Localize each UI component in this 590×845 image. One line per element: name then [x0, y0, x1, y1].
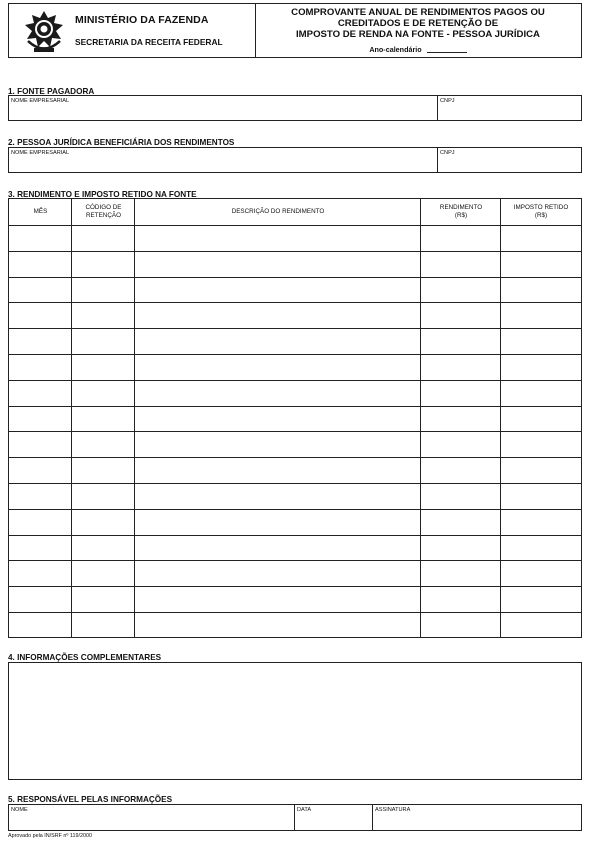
col-header-rendimento-line: RENDIMENTO [439, 204, 483, 211]
payer-cnpj-field[interactable] [438, 96, 581, 120]
section-5-box [8, 804, 582, 831]
section-4-title: 4. INFORMAÇÕES COMPLEMENTARES [8, 653, 162, 662]
beneficiary-name-label: NOME EMPRESARIAL [11, 150, 70, 156]
col-header-descricao [135, 199, 421, 225]
payer-name-field[interactable] [9, 96, 437, 120]
table-row-divider [9, 612, 581, 613]
table-row-divider [9, 457, 581, 458]
form-header [8, 3, 582, 58]
col-header-mes [9, 199, 72, 225]
signature-field[interactable] [373, 805, 581, 830]
col-header-codigo-line: RETENÇÃO [85, 212, 121, 219]
table-row-divider [9, 586, 581, 587]
table-row-divider [9, 560, 581, 561]
responsible-name-field[interactable] [9, 805, 294, 830]
table-row-divider [9, 431, 581, 432]
table-row-divider [9, 354, 581, 355]
income-table [8, 198, 582, 638]
table-row-divider [9, 380, 581, 381]
payer-name-label: NOME EMPRESARIAL [11, 98, 70, 104]
section-1-box [8, 95, 582, 121]
table-row-divider [9, 535, 581, 536]
table-row-divider [9, 483, 581, 484]
document-title-line: IMPOSTO DE RENDA NA FONTE - PESSOA JURÍDICA [296, 29, 540, 40]
calendar-year-field[interactable] [427, 52, 467, 53]
table-row-divider [9, 277, 581, 278]
coat-of-arms-emblem-icon [23, 10, 65, 54]
section-3-title: 3. RENDIMENTO E IMPOSTO RETIDO NA FONTE [8, 190, 197, 199]
ministry-name: MINISTÉRIO DA FAZENDA [75, 14, 209, 26]
signature-label: ASSINATURA [375, 807, 411, 813]
col-header-codigo-line: CÓDIGO DE [85, 204, 122, 211]
date-field[interactable] [295, 805, 372, 830]
col-header-rendimento [421, 199, 501, 225]
col-header-imposto-line: IMPOSTO RETIDO [513, 204, 569, 211]
secretaria-name: SECRETARIA DA RECEITA FEDERAL [75, 37, 223, 47]
table-row-divider [9, 509, 581, 510]
table-row-divider [9, 406, 581, 407]
col-header-mes-label: MÊS [33, 208, 48, 215]
table-row-divider [9, 225, 581, 226]
document-title [259, 7, 577, 40]
section-1-title: 1. FONTE PAGADORA [8, 87, 95, 96]
responsible-name-label: NOME [11, 807, 28, 813]
complementary-info-field[interactable] [8, 662, 582, 780]
calendar-year-label: Ano-calendário [369, 45, 422, 54]
col-header-codigo [72, 199, 135, 225]
document-title-line: COMPROVANTE ANUAL DE RENDIMENTOS PAGOS OU [291, 7, 545, 18]
beneficiary-cnpj-label: CNPJ [440, 150, 455, 156]
table-row-divider [9, 302, 581, 303]
date-label: DATA [297, 807, 312, 813]
section-5-title: 5. RESPONSÁVEL PELAS INFORMAÇÕES [8, 795, 173, 804]
beneficiary-cnpj-field[interactable] [438, 148, 581, 172]
table-row-divider [9, 251, 581, 252]
table-row-divider [9, 328, 581, 329]
section-2-box [8, 147, 582, 173]
col-header-rendimento-line: (R$) [454, 212, 468, 219]
calendar-year-row [259, 45, 577, 54]
payer-cnpj-label: CNPJ [440, 98, 455, 104]
col-header-imposto-line: (R$) [534, 212, 548, 219]
section-2-title: 2. PESSOA JURÍDICA BENEFICIÁRIA DOS RENDIMENTOS [8, 138, 235, 147]
document-title-line: CREDITADOS E DE RETENÇÃO DE [337, 18, 499, 29]
beneficiary-name-field[interactable] [9, 148, 437, 172]
approval-footnote: Aprovado pela IN/SRF nº 119/2000 [8, 833, 92, 839]
col-header-imposto [501, 199, 581, 225]
col-header-descricao-label: DESCRIÇÃO DO RENDIMENTO [231, 208, 325, 215]
